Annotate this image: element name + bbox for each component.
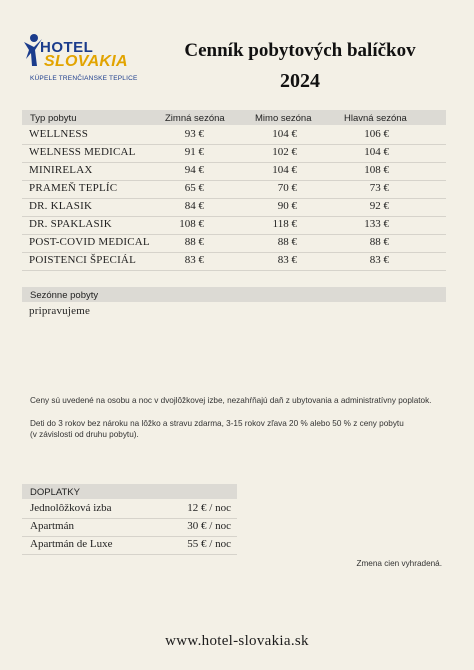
extras-name: Apartmán: [30, 520, 74, 532]
price-change-note: Zmena cien vyhradená.: [356, 559, 442, 568]
price-off: 90 €: [277, 200, 297, 212]
price-off: 70 €: [277, 182, 297, 194]
hotel-logo: [22, 33, 138, 85]
extras-name: Jednolôžková izba: [30, 502, 112, 514]
seasonal-text: pripravujeme: [29, 305, 91, 317]
price-off: 104 €: [272, 128, 297, 140]
col-header-off: Mimo sezóna: [255, 113, 312, 124]
price-winter: 84 €: [184, 200, 204, 212]
row-name: WELLNESS: [29, 128, 89, 140]
price-winter: 65 €: [184, 182, 204, 194]
price-off: 83 €: [277, 254, 297, 266]
extras-price: 12 € / noc: [187, 502, 231, 514]
extras-name: Apartmán de Luxe: [30, 538, 113, 550]
seasonal-row: [22, 303, 446, 321]
price-high: 104 €: [364, 146, 389, 158]
price-table-header: [22, 110, 446, 125]
row-name: MINIRELAX: [29, 164, 93, 176]
table-row: [22, 216, 446, 234]
price-off: 102 €: [272, 146, 297, 158]
extras-price: 55 € / noc: [187, 538, 231, 550]
children-note-line1: Deti do 3 rokov bez nároku na lôžko a stravu zdarma, 3-15 rokov zľava 20 % alebo 50 % z ceny pobytu: [30, 419, 404, 428]
row-name: WELNESS MEDICAL: [29, 146, 136, 158]
row-name: DR. KLASIK: [29, 200, 93, 212]
table-row: [22, 198, 446, 216]
price-high: 83 €: [369, 254, 389, 266]
price-winter: 93 €: [184, 128, 204, 140]
table-row: [22, 126, 446, 144]
row-name: PRAMEŇ TEPLÍC: [29, 182, 118, 194]
logo-hotel-text: HOTEL: [40, 39, 94, 56]
table-row: [22, 252, 446, 270]
col-header-winter: Zimná sezóna: [165, 113, 225, 124]
price-high: 108 €: [364, 164, 389, 176]
price-winter: 108 €: [179, 218, 204, 230]
table-row: [22, 162, 446, 180]
table-row: [22, 180, 446, 198]
price-note: Ceny sú uvedené na osobu a noc v dvojlôžkovej izbe, nezahŕňajú daň z ubytovania a administratívny poplatok.: [30, 396, 432, 405]
price-winter: 94 €: [184, 164, 204, 176]
row-name: POST-COVID MEDICAL: [29, 236, 150, 248]
price-winter: 91 €: [184, 146, 204, 158]
row-name: POISTENCI ŠPECIÁL: [29, 254, 136, 266]
page-title: Cenník pobytových balíčkov: [184, 40, 416, 61]
seasonal-header-label: Sezónne pobyty: [30, 290, 99, 301]
extras-row: [22, 518, 237, 536]
price-high: 106 €: [364, 128, 389, 140]
extras-row: [22, 536, 237, 554]
extras-header: [22, 484, 237, 499]
price-high: 133 €: [364, 218, 389, 230]
children-note-line2: (v závislosti od druhu pobytu).: [30, 430, 139, 439]
extras-row: [22, 500, 237, 518]
price-off: 118 €: [272, 218, 297, 230]
table-row: [22, 234, 446, 252]
price-high: 88 €: [369, 236, 389, 248]
col-header-type: Typ pobytu: [30, 113, 77, 124]
footer-url[interactable]: www.hotel-slovakia.sk: [165, 633, 309, 649]
extras-price: 30 € / noc: [187, 520, 231, 532]
row-divider: [22, 554, 237, 555]
extras-header-label: DOPLATKY: [30, 487, 80, 498]
price-high: 73 €: [369, 182, 389, 194]
row-divider: [22, 270, 446, 271]
col-header-high: Hlavná sezóna: [344, 113, 407, 124]
logo-subtitle: KÚPELE TRENČIANSKE TEPLICE: [30, 75, 138, 82]
page-year: 2024: [280, 70, 320, 92]
logo-slovakia-text: SLOVAKIA: [44, 53, 128, 70]
price-winter: 88 €: [184, 236, 204, 248]
price-off: 88 €: [277, 236, 297, 248]
row-name: DR. SPAKLASIK: [29, 218, 112, 230]
price-off: 104 €: [272, 164, 297, 176]
price-winter: 83 €: [184, 254, 204, 266]
seasonal-header: [22, 287, 446, 302]
table-row: [22, 144, 446, 162]
price-high: 92 €: [369, 200, 389, 212]
